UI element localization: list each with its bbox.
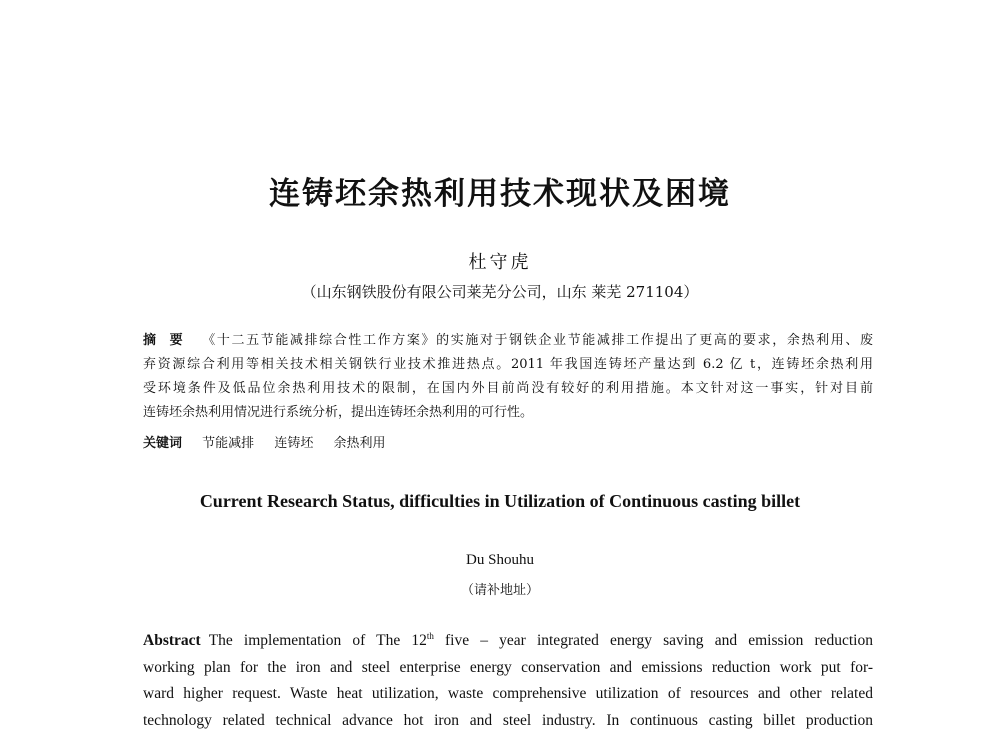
chinese-title: 连铸坯余热利用技术现状及困境 xyxy=(0,168,1000,213)
keyword-item: 连铸坯 xyxy=(274,436,313,451)
chinese-affiliation: （山东钢铁股份有限公司莱芜分公司，山东 莱芜 271104） xyxy=(0,281,1000,302)
keyword-item: 节能减排 xyxy=(202,436,254,451)
english-abstract-line-4: technology related technical advance hot iron and steel industry. In continuous casting billet production xyxy=(143,708,873,734)
chinese-abstract-line-3: 受环境条件及低品位余热利用技术的限制，在国内外目前尚没有较好的利用措施。本文针对这一事实，针对目前 xyxy=(143,377,873,401)
keyword-item: 余热利用 xyxy=(333,436,385,451)
chinese-keywords-label: 关键词 xyxy=(143,436,182,451)
english-affiliation: （请补地址） xyxy=(0,579,1000,598)
english-author: Du Shouhu xyxy=(0,552,1000,569)
english-abstract-line-2: working plan for the iron and steel enterprise energy conservation and emissions reduction work put for- xyxy=(143,655,873,682)
chinese-abstract-line-2: 弃资源综合利用等相关技术相关钢铁行业技术推进热点。2011 年我国连铸坯产量达到 6.2 亿 t，连铸坯余热利用 xyxy=(143,353,873,377)
chinese-keywords xyxy=(143,432,385,451)
chinese-abstract xyxy=(143,329,873,425)
chinese-abstract-line-1: 摘要 《十二五节能减排综合性工作方案》的实施对于钢铁企业节能减排工作提出了更高的要求，余热利用、废 xyxy=(143,329,873,353)
english-abstract xyxy=(143,628,873,734)
english-abstract-line-1: Abstract The implementation of The 12th five – year integrated energy saving and emission reduction xyxy=(143,628,873,655)
english-title: Current Research Status, difficulties in Utilization of Continuous casting billet xyxy=(0,491,1000,512)
chinese-abstract-line-4: 连铸坯余热利用情况进行系统分析，提出连铸坯余热利用的可行性。 xyxy=(143,401,873,425)
english-abstract-label: Abstract xyxy=(143,632,201,649)
english-abstract-line-3: ward higher request. Waste heat utilization, waste comprehensive utilization of resources and other related xyxy=(143,681,873,708)
chinese-author: 杜守虎 xyxy=(0,248,1000,274)
chinese-abstract-label: 摘要 xyxy=(143,333,196,348)
